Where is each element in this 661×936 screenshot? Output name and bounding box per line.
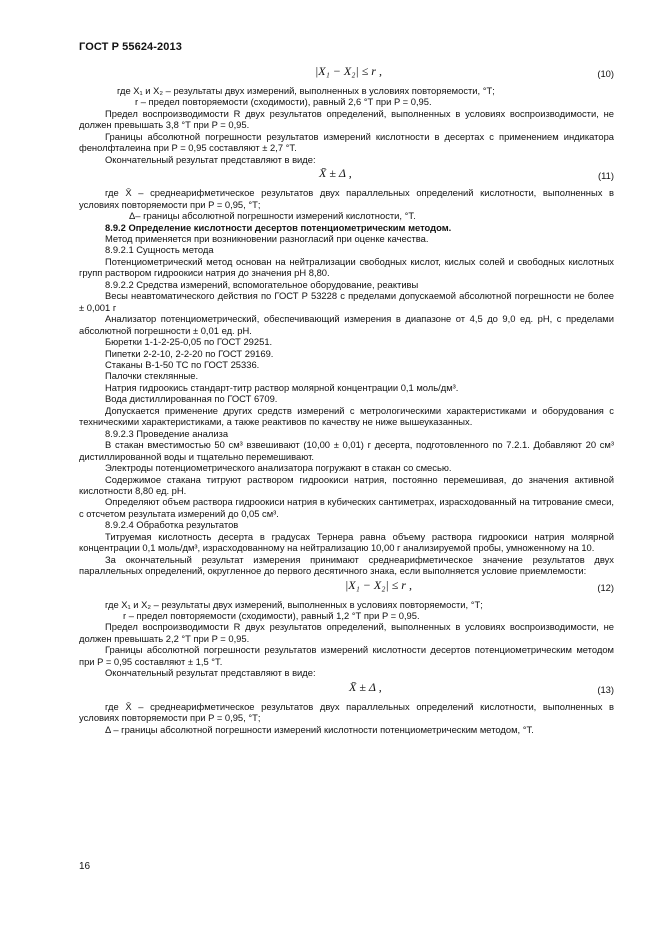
paragraph: Предел воспроизводимости R двух результатов определений, выполненных в условиях воспроизводимости, не должен превышать 3,8 °Т при P = 0,95. [79,107,614,131]
paragraph: где X̄ – среднеарифметическое результатов двух параллельных определений кислотности, выполненных в условиях повторяемости при P = 0,95, °Т; [79,187,614,210]
formula-10 [79,63,614,85]
formula-expression: X̄ ± Δ , [319,166,352,181]
list-item: Стаканы В-1-50 ТС по ГОСТ 25336. [105,358,260,370]
subsection-heading: 8.9.2.2 Средства измерений, вспомогательное оборудование, реактивы [105,278,419,290]
paragraph: В стакан вместимостью 50 см³ взвешивают (10,00 ± 0,01) г десерта, подготовленного по 7.2.1. Добавляют 20 см³ дистиллированной воды и тщательно перемешивают. [79,439,614,462]
formula-number: (10) [597,68,614,79]
paragraph: Потенциометрический метод основан на нейтрализации свободных кислот, кислых солей и свободных кислотных групп раствором гидроокиси натрия до значения рН 8,80. [79,255,614,279]
paragraph: r – предел повторяемости (сходимости), равный 1,2 °Т при P = 0,95. [123,610,420,622]
list-item: Вода дистиллированная по ГОСТ 6709. [105,393,278,405]
document-header: ГОСТ Р 55624-2013 [79,41,182,53]
formula-number: (11) [598,170,614,182]
subsection-heading: 8.9.2.1 Сущность метода [105,244,214,256]
paragraph: Электроды потенциометрического анализатора погружают в стакан со смесью. [105,462,452,474]
formula-number: (12) [597,581,614,593]
formula-11 [79,165,614,187]
paragraph: Весы неавтоматического действия по ГОСТ Р 53228 с пределами допускаемой абсолютной погрешности не более ± 0,001 г [79,290,614,313]
paragraph: Δ– границы абсолютной погрешности измерений кислотности, °Т. [129,210,416,222]
paragraph: Допускается применение других средств измерений с метрологическими характеристиками и оборудования с техническими характеристиками, а также реактивов по качеству не ниже вышеуказанных. [79,404,614,428]
list-item: Натрия гидроокись стандарт-титр раствор молярной концентрации 0,1 моль/дм³. [105,381,459,393]
formula-13 [79,679,614,701]
formula-number: (13) [597,683,614,695]
list-item: Пипетки 2-2-10, 2-2-20 по ГОСТ 29169. [105,347,274,359]
formula-expression: |X₁ − X₂| ≤ r , [315,64,382,78]
paragraph: где X̄ – среднеарифметическое результатов двух параллельных определений кислотности, выполненных в условиях повторяемости при P = 0,95, °Т; [79,700,614,724]
paragraph: За окончательный результат измерения принимают среднеарифметическое значение результатов двух параллельных определений, округленное до первого десятичного знака, если выполняется условие приемлемости: [79,553,614,577]
formula-expression: |X₁ − X₂| ≤ r , [345,577,412,592]
page-number: 16 [79,861,91,872]
paragraph: Границы абсолютной погрешности результатов измерений кислотности в десертах с применением индикатора фенолфталеина при P = 0,95 составляют ± 2,7 °Т. [79,130,614,154]
subsection-heading: 8.9.2.4 Обработка результатов [105,519,239,531]
paragraph: где X₁ и X₂ – результаты двух измерений, выполненных в условиях повторяемости, °Т; [105,598,483,610]
paragraph: Окончательный результат представляют в виде: [105,153,316,165]
paragraph: Анализатор потенциометрический, обеспечивающий измерения в диапазоне от 4,5 до 9,0 ед. рН, с пределами абсолютной погрешности ± 0,01 ед. рН. [79,313,614,336]
paragraph: Метод применяется при возникновении разногласий при оценке качества. [105,232,429,244]
paragraph: Границы абсолютной погрешности результатов измерений кислотности десертов потенциометрическим методом при P = 0,95 составляют ± 1,5 °Т. [79,644,614,667]
section-heading: 8.9.2 Определение кислотности десертов потенциометрическим методом. [105,221,452,233]
paragraph: Определяют объем раствора гидроокиси натрия в кубических сантиметрах, израсходованный на титрование смеси, с отсчетом результата измерений до 0,05 см³. [79,496,614,519]
paragraph: Δ – границы абсолютной погрешности измерений кислотности потенциометрическим методом, °Т. [105,723,534,735]
list-item: Бюретки 1-1-2-25-0,05 по ГОСТ 29251. [105,336,273,348]
subsection-heading: 8.9.2.3 Проведение анализа [105,427,229,439]
paragraph: Предел воспроизводимости R двух результатов определений, выполненных в условиях воспроизводимости, не должен превышать 2,2 °Т при P = 0,95. [79,621,614,644]
paragraph: Титруемая кислотность десерта в градусах Тернера равна объему раствора гидроокиси натрия молярной концентрации 0,1 моль/дм³, израсходованному на нейтрализацию 10,00 г анализируемой пробы, умноженному на 10. [79,530,614,554]
formula-12 [79,577,614,599]
paragraph: где X₁ и X₂ – результаты двух измерений, выполненных в условиях повторяемости, °Т; [117,85,495,96]
list-item: Палочки стеклянные. [105,370,199,382]
paragraph: Содержимое стакана титруют раствором гидроокиси натрия, постоянно перемешивая, до значения активной кислотности 8,80 ед. рН. [79,473,614,496]
formula-expression: X̄ ± Δ , [349,679,382,694]
document-body [79,63,614,735]
paragraph: r – предел повторяемости (сходимости), равный 2,6 °Т при P = 0,95. [135,96,432,108]
paragraph: Окончательный результат представляют в виде: [105,667,316,679]
